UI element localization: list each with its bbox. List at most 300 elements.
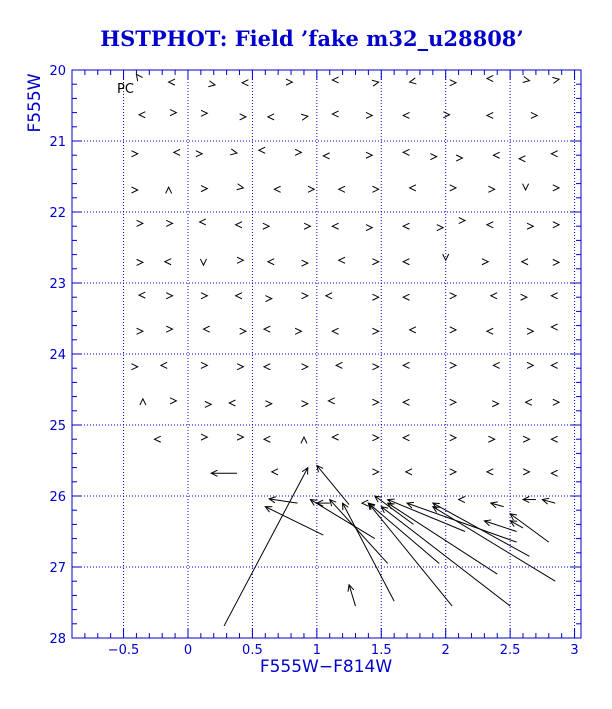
arrow-head: [492, 401, 498, 407]
arrow-head: [332, 434, 338, 440]
arrow-marker: [459, 217, 465, 223]
arrow-marker: [488, 436, 494, 442]
arrow-marker: [403, 149, 409, 155]
arrow-head: [403, 294, 409, 300]
arrow-head: [339, 186, 345, 192]
arrow-head: [403, 435, 409, 441]
arrow-marker: [372, 399, 378, 405]
arrow-head: [551, 436, 557, 442]
y-tick-label: 24: [49, 348, 66, 363]
arrow-marker: [205, 401, 211, 407]
arrow-marker: [237, 364, 243, 370]
arrow-marker: [372, 186, 378, 192]
arrow-marker: [170, 398, 176, 404]
arrow-marker: [263, 223, 269, 229]
arrow-marker: [301, 437, 307, 443]
arrow-head: [201, 362, 207, 368]
arrow-marker: [526, 399, 532, 405]
arrow-head: [552, 77, 559, 83]
arrow-head: [553, 259, 559, 265]
arrow-head: [403, 259, 409, 265]
arrow-marker: [523, 184, 529, 190]
arrow-marker: [493, 152, 499, 158]
arrow-head: [403, 399, 409, 405]
arrow-marker: [553, 185, 559, 191]
arrow-marker: [493, 362, 499, 368]
arrow-marker: [211, 470, 237, 476]
arrow-marker: [330, 500, 388, 564]
arrow-marker: [366, 112, 372, 118]
arrow-head: [372, 364, 378, 370]
arrow-head: [166, 187, 172, 193]
arrow-marker: [487, 112, 493, 118]
arrow-head: [523, 469, 529, 475]
arrow-head: [366, 225, 372, 231]
arrow-marker: [450, 469, 456, 475]
arrow-head: [527, 362, 533, 368]
arrow-head: [201, 434, 207, 440]
arrow-head: [527, 328, 533, 334]
y-axis-label: F555W: [25, 73, 45, 133]
arrow-shaft: [433, 503, 530, 556]
arrow-head: [527, 223, 533, 229]
arrow-head: [308, 186, 314, 192]
arrow-shaft: [269, 499, 297, 503]
arrow-marker: [362, 500, 368, 506]
arrow-marker: [553, 399, 559, 405]
arrow-head: [174, 149, 180, 155]
arrow-marker: [456, 155, 462, 161]
arrow-head: [170, 398, 176, 404]
arrow-head: [403, 149, 409, 155]
x-tick-label: 3: [570, 643, 579, 658]
arrow-head: [487, 469, 493, 475]
arrow-head: [372, 399, 378, 405]
arrow-marker: [491, 293, 497, 299]
arrow-marker: [274, 186, 280, 192]
x-tick-label: 1: [312, 643, 321, 658]
arrow-head: [531, 112, 537, 118]
arrow-head: [362, 500, 368, 506]
arrow-head: [264, 326, 270, 332]
arrow-marker: [336, 362, 342, 368]
arrow-marker: [323, 153, 329, 159]
arrow-head: [553, 185, 559, 191]
arrow-head: [326, 293, 332, 299]
arrow-marker: [137, 328, 143, 334]
arrow-marker: [450, 362, 456, 368]
arrow-head: [203, 326, 209, 332]
arrow-shaft: [388, 503, 498, 574]
arrow-marker: [553, 259, 559, 265]
arrow-head: [551, 362, 557, 368]
y-tick-label: 26: [49, 490, 66, 505]
arrow-marker: [523, 77, 530, 83]
arrow-marker: [523, 469, 529, 475]
arrow-head: [302, 293, 308, 299]
arrow-marker: [407, 502, 517, 542]
arrow-marker: [522, 259, 528, 265]
arrow-head: [551, 151, 557, 157]
arrow-head: [268, 114, 274, 120]
arrow-head: [551, 293, 557, 299]
arrow-marker: [523, 436, 529, 442]
arrow-marker: [237, 434, 243, 440]
arrow-head: [237, 184, 244, 190]
arrow-marker: [450, 293, 456, 299]
arrow-marker: [302, 364, 308, 370]
arrow-head: [268, 259, 274, 265]
x-tick-label: 0: [183, 643, 193, 658]
arrow-marker: [523, 497, 536, 503]
arrow-marker: [161, 362, 167, 368]
arrow-head: [487, 112, 493, 118]
arrow-head: [366, 112, 372, 118]
arrow-marker: [332, 111, 338, 117]
arrow-head: [166, 293, 172, 299]
arrow-head: [450, 185, 456, 191]
arrow-marker: [403, 362, 409, 368]
arrow-head: [302, 260, 308, 266]
arrow-shaft: [224, 468, 308, 626]
arrow-head: [372, 328, 378, 334]
arrow-marker: [551, 436, 557, 442]
arrow-shaft: [317, 465, 349, 504]
arrow-marker: [450, 327, 456, 333]
arrow-head: [139, 292, 145, 298]
x-tick-label: −0.5: [107, 643, 140, 658]
arrow-marker: [259, 147, 265, 153]
arrow-marker: [242, 80, 248, 86]
arrow-marker: [131, 187, 137, 193]
arrow-head: [236, 222, 242, 228]
arrow-head: [450, 399, 456, 405]
arrow-head: [523, 77, 530, 83]
arrow-head: [240, 328, 246, 334]
arrow-marker: [381, 507, 510, 606]
arrow-marker: [332, 223, 338, 229]
arrow-head: [410, 78, 417, 84]
arrow-marker: [430, 154, 436, 160]
pc-annotation: PC: [117, 82, 134, 97]
y-tick-label: 25: [49, 419, 66, 434]
arrow-head: [230, 149, 237, 155]
arrow-marker: [302, 293, 308, 299]
arrow-head: [372, 80, 379, 86]
arrow-marker: [272, 469, 278, 475]
arrow-marker: [368, 503, 452, 606]
arrow-head: [406, 469, 412, 475]
arrow-head: [521, 294, 527, 300]
arrow-marker: [487, 222, 493, 228]
arrow-head: [487, 222, 493, 228]
arrow-head: [208, 81, 215, 87]
arrow-marker: [488, 186, 494, 192]
arrow-marker: [403, 112, 409, 118]
arrow-marker: [551, 293, 557, 299]
arrow-head: [131, 151, 137, 157]
arrow-head: [488, 436, 494, 442]
arrow-head: [165, 259, 171, 265]
arrow-marker: [487, 75, 493, 81]
arrow-head: [302, 401, 308, 407]
arrow-head: [437, 225, 443, 231]
y-tick-label: 22: [49, 206, 66, 221]
arrow-head: [332, 111, 338, 117]
arrow-head: [450, 362, 456, 368]
arrow-marker: [372, 294, 378, 300]
arrow-marker: [403, 259, 409, 265]
arrow-head: [264, 364, 270, 370]
arrow-head: [170, 110, 176, 116]
arrow-marker: [388, 499, 465, 531]
arrow-head: [200, 219, 206, 225]
arrow-head: [372, 435, 378, 441]
arrow-marker: [527, 362, 533, 368]
arrow-head: [154, 436, 160, 442]
arrow-head: [443, 112, 449, 118]
arrow-head: [372, 186, 378, 192]
arrow-marker: [201, 293, 207, 299]
arrow-head: [553, 222, 559, 228]
arrow-marker: [302, 260, 308, 266]
arrow-head: [259, 147, 265, 153]
arrow-shaft: [407, 503, 517, 542]
arrow-head: [366, 152, 372, 158]
arrow-head: [450, 80, 456, 86]
arrow-marker: [403, 399, 409, 405]
arrow-marker: [527, 328, 533, 334]
arrow-head: [410, 327, 416, 333]
arrow-marker: [166, 187, 172, 193]
arrow-marker: [265, 401, 271, 407]
arrow-head: [450, 469, 456, 475]
arrow-head: [487, 75, 493, 81]
arrow-marker: [317, 500, 330, 506]
arrow-head: [131, 364, 137, 370]
arrow-head: [372, 259, 378, 265]
arrow-marker: [166, 220, 172, 226]
arrow-head: [136, 74, 142, 81]
arrow-marker: [308, 186, 314, 192]
arrow-marker: [131, 364, 137, 370]
arrow-marker: [551, 470, 557, 476]
arrow-marker: [328, 398, 334, 404]
arrow-shaft: [510, 514, 549, 542]
arrow-head: [301, 114, 308, 120]
arrow-head: [336, 362, 342, 368]
arrow-shaft: [375, 496, 414, 524]
arrow-marker: [332, 434, 338, 440]
arrow-marker: [237, 257, 243, 263]
arrow-head: [526, 399, 532, 405]
arrow-head: [237, 434, 243, 440]
arrow-marker: [403, 223, 409, 229]
arrow-marker: [264, 326, 270, 332]
arrow-head: [456, 155, 462, 161]
arrow-head: [242, 80, 248, 86]
arrow-marker: [551, 324, 557, 330]
tick-layer: [49, 64, 581, 658]
arrow-marker: [372, 364, 378, 370]
arrow-head: [459, 217, 465, 223]
arrow-marker: [433, 503, 530, 556]
arrow-marker: [410, 78, 417, 84]
arrow-marker: [443, 112, 449, 118]
arrow-marker: [286, 79, 292, 85]
arrow-head: [137, 328, 143, 334]
arrow-head: [372, 469, 378, 475]
arrow-marker: [366, 152, 372, 158]
arrow-marker: [459, 497, 465, 503]
arrow-head: [272, 469, 278, 475]
arrow-head: [274, 186, 280, 192]
arrow-head: [196, 151, 202, 157]
arrow-marker: [154, 436, 160, 442]
arrow-head: [166, 220, 172, 226]
arrow-marker: [240, 328, 246, 334]
arrow-marker: [531, 112, 537, 118]
arrow-head: [487, 328, 493, 334]
arrow-shaft: [368, 503, 452, 606]
arrow-marker: [348, 585, 356, 606]
arrow-head: [323, 153, 329, 159]
arrow-marker: [236, 222, 242, 228]
arrow-marker: [339, 186, 345, 192]
arrow-shaft: [388, 500, 465, 532]
arrow-marker: [140, 399, 146, 405]
x-tick-label: 2: [441, 643, 450, 658]
arrow-head: [482, 259, 488, 265]
arrow-head: [240, 114, 246, 120]
x-tick-label: 1.5: [370, 643, 392, 658]
arrow-marker: [170, 110, 176, 116]
arrow-marker: [201, 362, 207, 368]
arrow-marker: [372, 259, 378, 265]
arrow-head: [310, 500, 317, 506]
arrow-head: [295, 149, 301, 155]
arrow-marker: [450, 435, 456, 441]
arrow-head: [410, 185, 416, 191]
arrow-head: [200, 259, 206, 265]
arrow-head: [265, 401, 271, 407]
arrow-marker: [527, 223, 533, 229]
y-tick-label: 27: [49, 561, 66, 576]
arrow-head: [372, 294, 378, 300]
arrow-head: [403, 223, 409, 229]
arrow-marker: [403, 435, 409, 441]
arrow-head: [488, 186, 494, 192]
arrow-marker: [224, 468, 308, 626]
arrow-marker: [403, 294, 409, 300]
arrow-head: [201, 186, 207, 192]
arrow-head: [237, 364, 243, 370]
arrow-head: [553, 399, 559, 405]
arrow-head: [430, 154, 436, 160]
arrow-head: [332, 223, 338, 229]
arrow-head: [264, 436, 270, 442]
arrow-shaft: [330, 500, 388, 564]
arrow-marker: [268, 259, 274, 265]
arrow-marker: [450, 185, 456, 191]
arrow-marker: [165, 259, 171, 265]
arrow-marker: [230, 149, 237, 155]
arrow-head: [450, 293, 456, 299]
arrow-marker: [388, 503, 498, 574]
arrow-marker: [317, 465, 349, 504]
arrow-head: [450, 327, 456, 333]
arrow-head: [295, 328, 301, 334]
arrow-marker: [521, 294, 527, 300]
arrow-marker: [166, 293, 172, 299]
arrow-marker: [236, 293, 242, 299]
arrow-marker: [437, 225, 443, 231]
y-tick-label: 21: [49, 135, 66, 150]
arrow-marker: [487, 469, 493, 475]
arrow-head: [161, 362, 167, 368]
arrow-marker: [139, 112, 145, 118]
arrow-head: [450, 435, 456, 441]
arrow-marker: [240, 114, 246, 120]
y-tick-label: 28: [49, 632, 66, 647]
arrow-marker: [268, 114, 274, 120]
arrow-marker: [510, 514, 549, 542]
arrow-head: [332, 328, 338, 334]
arrow-marker: [372, 469, 378, 475]
x-tick-label: 0.5: [242, 643, 263, 658]
arrow-marker: [450, 80, 456, 86]
arrow-head: [237, 257, 243, 263]
arrow-head: [131, 187, 137, 193]
arrow-head: [302, 364, 308, 370]
arrow-marker: [372, 80, 379, 86]
arrow-head: [229, 400, 235, 406]
arrow-head: [328, 398, 334, 404]
arrow-marker: [265, 296, 271, 302]
arrow-head: [263, 223, 269, 229]
y-tick-label: 20: [49, 64, 66, 79]
arrow-head: [443, 254, 449, 260]
arrow-marker: [200, 259, 206, 265]
arrow-head: [140, 399, 146, 405]
arrow-marker: [136, 74, 142, 81]
arrow-marker: [203, 326, 209, 332]
arrow-head: [286, 79, 292, 85]
arrow-marker: [443, 254, 449, 260]
arrow-marker: [326, 293, 332, 299]
arrow-marker: [492, 401, 498, 407]
arrow-marker: [372, 328, 378, 334]
arrow-marker: [264, 364, 270, 370]
arrow-marker: [201, 186, 207, 192]
arrow-head: [459, 497, 465, 503]
arrow-marker: [375, 496, 414, 524]
arrow-marker: [551, 362, 557, 368]
arrow-marker: [229, 400, 235, 406]
arrow-marker: [339, 257, 345, 263]
arrow-marker: [304, 223, 310, 229]
arrow-head: [491, 293, 497, 299]
arrow-marker: [201, 110, 207, 116]
arrow-marker: [410, 327, 416, 333]
arrow-head: [201, 293, 207, 299]
arrow-head: [551, 324, 557, 330]
arrow-head: [403, 362, 409, 368]
arrow-marker: [491, 502, 504, 508]
arrow-head: [137, 220, 143, 226]
arrow-marker: [208, 81, 215, 87]
arrow-head: [304, 223, 310, 229]
